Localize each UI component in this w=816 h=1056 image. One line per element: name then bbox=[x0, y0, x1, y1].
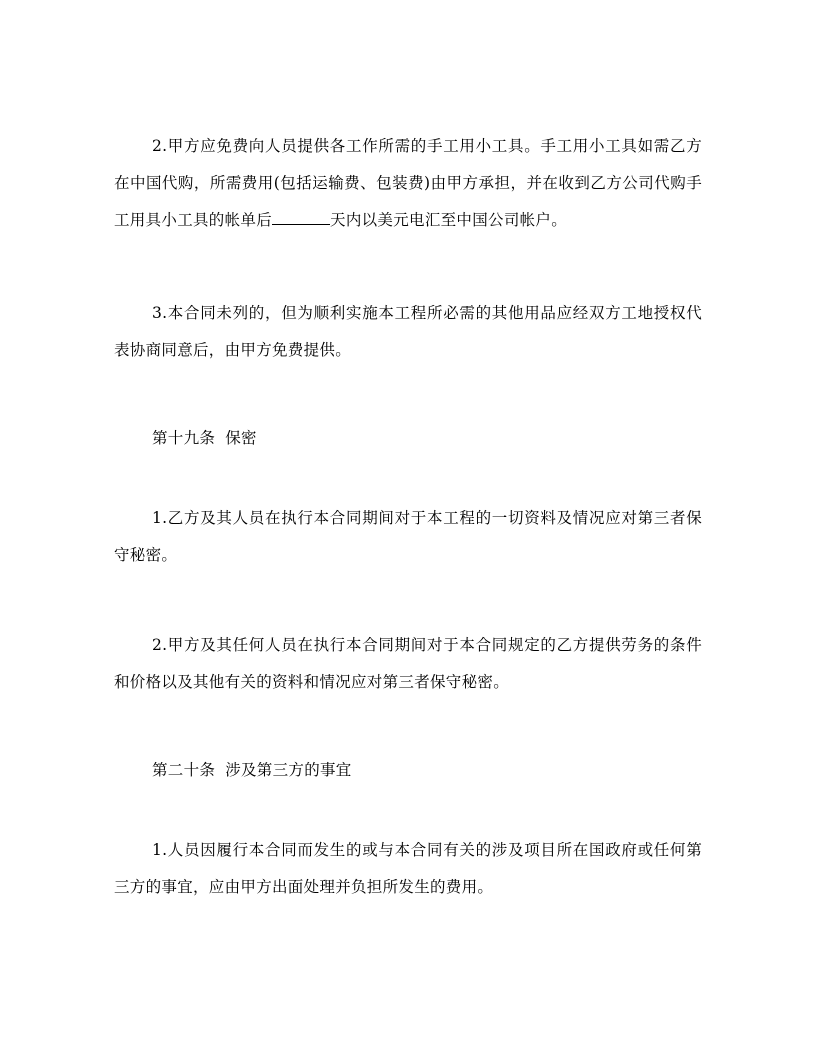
paragraph-other-supplies: 3.本合同未列的，但为顺利实施本工程所必需的其他用品应经双方工地授权代表协商同意后，由甲方免费提供。 bbox=[114, 304, 702, 359]
article-19-heading bbox=[152, 420, 257, 457]
fill-in-blank-days bbox=[272, 210, 330, 225]
article-title: 保密 bbox=[225, 429, 257, 447]
article-title: 涉及第三方的事宜 bbox=[225, 761, 352, 779]
paragraph-confidentiality-party-b: 1.乙方及其人员在执行本合同期间对于本工程的一切资料及情况应对第三者保守秘密。 bbox=[114, 509, 702, 564]
paragraph-text: 2.甲方应免费向人员提供各工作所需的手工用小工具。手工用小工具如需乙方在中国代购，所需费用(包括运输费、包装费)由甲方承担，并在收到乙方公司代购手工用具小工具的帐单后 bbox=[114, 137, 702, 229]
article-number: 第十九条 bbox=[152, 429, 216, 447]
paragraph-confidentiality-party-a: 2.甲方及其任何人员在执行本合同期间对于本合同规定的乙方提供劳务的条件和价格以及其他有关的资料和情况应对第三者保守秘密。 bbox=[114, 636, 702, 691]
paragraph-hand-tools bbox=[114, 128, 702, 239]
article-number: 第二十条 bbox=[152, 761, 216, 779]
article-20-heading bbox=[152, 752, 352, 789]
paragraph-third-party-matters: 1.人员因履行本合同而发生的或与本合同有关的涉及项目所在国政府或任何第三方的事宜，应由甲方出面处理并负担所发生的费用。 bbox=[114, 841, 702, 896]
paragraph-text: 天内以美元电汇至中国公司帐户。 bbox=[330, 211, 568, 229]
